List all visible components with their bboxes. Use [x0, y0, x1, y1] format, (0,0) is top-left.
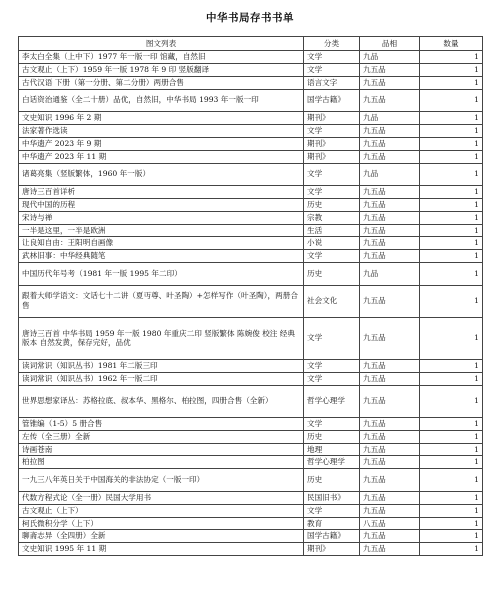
cell-condition: 九五品 [360, 89, 420, 112]
cell-category: 宗教 [304, 211, 360, 224]
cell-category: 文学 [304, 51, 360, 64]
cell-category: 文学 [304, 124, 360, 137]
cell-condition: 九五品 [360, 124, 420, 137]
cell-quantity: 1 [420, 124, 483, 137]
cell-quantity: 1 [420, 250, 483, 263]
cell-title: 代数方程式论（全一册）民国大学用书 [19, 491, 304, 504]
cell-category: 期刊》 [304, 150, 360, 163]
cell-category: 文学 [304, 163, 360, 186]
cell-title: 诗画苍南 [19, 443, 304, 456]
cell-category: 文学 [304, 186, 360, 199]
table-row [19, 530, 483, 543]
cell-condition: 九五品 [360, 285, 420, 317]
cell-category: 期刊》 [304, 137, 360, 150]
cell-condition: 九五品 [360, 317, 420, 360]
cell-category: 期刊》 [304, 112, 360, 125]
cell-condition: 九五品 [360, 543, 420, 556]
cell-category: 文学 [304, 317, 360, 360]
cell-title: 左传（全三册）全新 [19, 430, 304, 443]
cell-category: 历史 [304, 469, 360, 492]
header-title: 图文列表 [19, 37, 304, 51]
cell-category: 国学古籍》 [304, 89, 360, 112]
cell-title: 读词常识（知识丛书）1981 年二版三印 [19, 360, 304, 373]
cell-title: 诸葛亮集（竖版繁体，1960 年一版） [19, 163, 304, 186]
cell-quantity: 1 [420, 517, 483, 530]
cell-condition: 九品 [360, 263, 420, 286]
cell-category: 教育 [304, 517, 360, 530]
table-row [19, 285, 483, 317]
cell-title: 柯氏微积分学（上下） [19, 517, 304, 530]
cell-title: 柏拉图 [19, 456, 304, 469]
table-row [19, 263, 483, 286]
cell-quantity: 1 [420, 137, 483, 150]
cell-title: 古代汉语 下册（第一分册、第二分册）两册合售 [19, 76, 304, 89]
cell-quantity: 1 [420, 456, 483, 469]
cell-condition: 九五品 [360, 360, 420, 373]
cell-category: 历史 [304, 430, 360, 443]
cell-title: 法家著作选读 [19, 124, 304, 137]
cell-quantity: 1 [420, 76, 483, 89]
cell-category: 社会文化 [304, 285, 360, 317]
cell-title: 古文观止（上下） [19, 504, 304, 517]
table-row [19, 417, 483, 430]
cell-category: 历史 [304, 198, 360, 211]
cell-title: 文史知识 1996 年 2 期 [19, 112, 304, 125]
cell-category: 语言文字 [304, 76, 360, 89]
cell-quantity: 1 [420, 186, 483, 199]
cell-quantity: 1 [420, 417, 483, 430]
table-header-row [19, 37, 483, 51]
cell-quantity: 1 [420, 491, 483, 504]
cell-condition: 八五品 [360, 517, 420, 530]
table-row [19, 224, 483, 237]
cell-category: 生活 [304, 224, 360, 237]
table-row [19, 250, 483, 263]
cell-quantity: 1 [420, 89, 483, 112]
cell-quantity: 1 [420, 198, 483, 211]
cell-title: 聊斋志异（全四册）全新 [19, 530, 304, 543]
table-row [19, 89, 483, 112]
cell-category: 国学古籍》 [304, 530, 360, 543]
cell-quantity: 1 [420, 504, 483, 517]
table-row [19, 63, 483, 76]
header-quantity: 数量 [420, 37, 483, 51]
table-row [19, 198, 483, 211]
table-row [19, 186, 483, 199]
cell-condition: 九五品 [360, 373, 420, 386]
table-row [19, 211, 483, 224]
cell-condition: 九五品 [360, 530, 420, 543]
table-row [19, 430, 483, 443]
table-row [19, 51, 483, 64]
table-row [19, 469, 483, 492]
cell-condition: 九五品 [360, 469, 420, 492]
cell-condition: 九五品 [360, 150, 420, 163]
cell-quantity: 1 [420, 430, 483, 443]
table-row [19, 504, 483, 517]
cell-category: 哲学心理学 [304, 456, 360, 469]
cell-quantity: 1 [420, 51, 483, 64]
cell-condition: 九五品 [360, 76, 420, 89]
cell-quantity: 1 [420, 150, 483, 163]
cell-title: 唐诗三百首详析 [19, 186, 304, 199]
cell-condition: 九五品 [360, 456, 420, 469]
cell-title: 中国历代年号考（1981 年一版 1995 年二印） [19, 263, 304, 286]
cell-quantity: 1 [420, 163, 483, 186]
cell-condition: 九五品 [360, 224, 420, 237]
cell-quantity: 1 [420, 443, 483, 456]
cell-category: 民国旧书》 [304, 491, 360, 504]
cell-condition: 九品 [360, 163, 420, 186]
table-row [19, 443, 483, 456]
header-category: 分类 [304, 37, 360, 51]
cell-condition: 九五品 [360, 443, 420, 456]
cell-condition: 九五品 [360, 417, 420, 430]
cell-quantity: 1 [420, 285, 483, 317]
table-row [19, 150, 483, 163]
table-row [19, 76, 483, 89]
cell-quantity: 1 [420, 263, 483, 286]
cell-condition: 九五品 [360, 211, 420, 224]
cell-quantity: 1 [420, 317, 483, 360]
cell-quantity: 1 [420, 543, 483, 556]
cell-title: 管锥编（1-5）5 册合售 [19, 417, 304, 430]
table-body [19, 51, 483, 556]
cell-condition: 九五品 [360, 385, 420, 417]
cell-condition: 九五品 [360, 198, 420, 211]
table-row [19, 360, 483, 373]
cell-category: 期刊》 [304, 543, 360, 556]
cell-title: 一九三八年英日关于中国海关的非法协定（一版一印） [19, 469, 304, 492]
cell-quantity: 1 [420, 530, 483, 543]
book-list-table [18, 36, 483, 556]
cell-quantity: 1 [420, 224, 483, 237]
cell-title: 跟着大师学语文：文话七十二讲（夏丏尊、叶圣陶）+怎样写作（叶圣陶），两册合售 [19, 285, 304, 317]
cell-category: 文学 [304, 63, 360, 76]
cell-category: 文学 [304, 417, 360, 430]
cell-title: 中华遗产 2023 年 9 期 [19, 137, 304, 150]
cell-title: 武林旧事：中华经典随笔 [19, 250, 304, 263]
cell-condition: 九五品 [360, 237, 420, 250]
table-row [19, 137, 483, 150]
cell-quantity: 1 [420, 469, 483, 492]
cell-title: 中华遗产 2023 年 11 期 [19, 150, 304, 163]
header-condition: 品相 [360, 37, 420, 51]
table-row [19, 373, 483, 386]
cell-condition: 九五品 [360, 137, 420, 150]
cell-title: 读词常识（知识丛书）1962 年一版二印 [19, 373, 304, 386]
cell-condition: 九五品 [360, 430, 420, 443]
cell-title: 宋诗与禅 [19, 211, 304, 224]
table-row [19, 456, 483, 469]
cell-quantity: 1 [420, 63, 483, 76]
cell-category: 历史 [304, 263, 360, 286]
table-row [19, 543, 483, 556]
cell-condition: 九五品 [360, 186, 420, 199]
cell-title: 让良知自由：王阳明自画像 [19, 237, 304, 250]
cell-quantity: 1 [420, 237, 483, 250]
cell-condition: 九五品 [360, 491, 420, 504]
cell-category: 地理 [304, 443, 360, 456]
cell-quantity: 1 [420, 211, 483, 224]
cell-condition: 九五品 [360, 250, 420, 263]
cell-quantity: 1 [420, 360, 483, 373]
cell-category: 小说 [304, 237, 360, 250]
cell-title: 现代中国的历程 [19, 198, 304, 211]
table-row [19, 237, 483, 250]
cell-condition: 九品 [360, 112, 420, 125]
cell-quantity: 1 [420, 112, 483, 125]
cell-title: 世界思想家译丛：苏格拉底、叔本华、黑格尔、柏拉图，四册合售（全新） [19, 385, 304, 417]
table-row [19, 112, 483, 125]
cell-condition: 九五品 [360, 504, 420, 517]
cell-title: 一半是这里，一半是欧洲 [19, 224, 304, 237]
cell-title: 古文观止（上下）1959 年一版 1978 年 9 印 竖版翻译 [19, 63, 304, 76]
cell-category: 文学 [304, 250, 360, 263]
cell-category: 文学 [304, 504, 360, 517]
table-row [19, 317, 483, 360]
cell-category: 文学 [304, 360, 360, 373]
cell-condition: 九五品 [360, 63, 420, 76]
table-row [19, 163, 483, 186]
cell-condition: 九品 [360, 51, 420, 64]
table-row [19, 124, 483, 137]
cell-title: 文史知识 1995 年 11 期 [19, 543, 304, 556]
cell-category: 文学 [304, 373, 360, 386]
cell-title: 唐诗三百首 中华书局 1959 年一版 1980 年重庆二印 竖版繁体 陈婉俊 校注 经典版本 自然发黄，保存完好，品优 [19, 317, 304, 360]
table-row [19, 491, 483, 504]
cell-title: 李太白全集（上中下）1977 年一版一印 馆藏，自然旧 [19, 51, 304, 64]
table-row [19, 385, 483, 417]
cell-quantity: 1 [420, 373, 483, 386]
cell-quantity: 1 [420, 385, 483, 417]
cell-category: 哲学心理学 [304, 385, 360, 417]
page-title: 中华书局存书书单 [206, 12, 294, 24]
cell-title: 白话资治通鉴（全二十册）品优，自然旧，中华书局 1993 年一版一印 [19, 89, 304, 112]
table-row [19, 517, 483, 530]
